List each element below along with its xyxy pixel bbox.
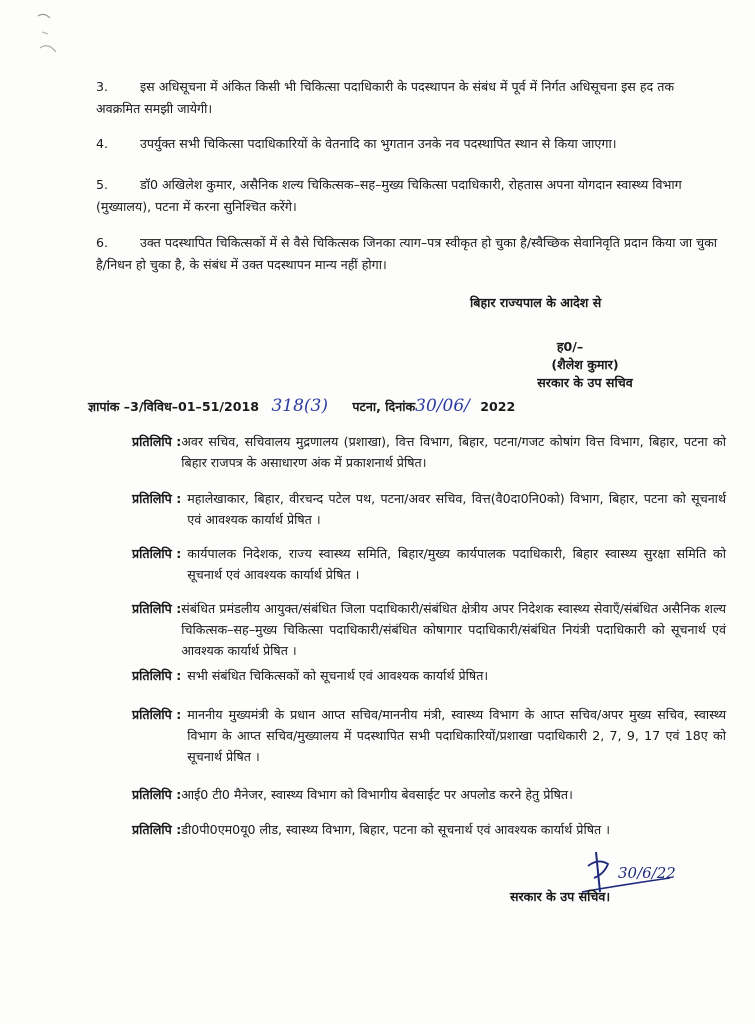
- copy-label: प्रतिलिपि :: [132, 491, 182, 506]
- paragraph-text: इस अधिसूचना में अंकित किसी भी चिकित्सा पदाधिकारी के पदस्थापन के संबंध में पूर्व में निर्गत अधिसूचना इस हद तक अवक्रमित समझी जायेगी।: [96, 79, 675, 116]
- copy-text: अवर सचिव, सचिवालय मुद्रणालय (प्रशाखा), वित्त विभाग, बिहार, पटना/गजट कोषांग वित्त विभाग, बिहार, पटना को बिहार राजपत्र के असाधारण अंक में प्रकाशनार्थ प्रेषित।: [181, 434, 726, 470]
- paragraph-3: [96, 76, 722, 120]
- copy-entry: [132, 704, 726, 767]
- copy-text: आई0 टी0 मैनेजर, स्वास्थ्य विभाग को विभागीय बेवसाईट पर अपलोड करने हेतु प्रेषित।: [181, 787, 573, 802]
- copy-label: प्रतिलिपि :: [132, 668, 182, 683]
- copy-entry: [132, 784, 726, 805]
- copy-text: महालेखाकार, बिहार, वीरचन्द पटेल पथ, पटना/अवर सचिव, वित्त(वै0दा0नि0को) विभाग, बिहार, पटना को सूचनार्थ एवं आवश्यक कार्यार्थ प्रेषित ।: [187, 491, 726, 527]
- handwritten-memo-number: 318(3): [271, 396, 328, 416]
- paragraph-4: [96, 133, 722, 155]
- signatory-name: (शैलेश कुमार): [551, 357, 619, 372]
- paragraph-number: 3.: [96, 79, 109, 94]
- paragraph-number: 5.: [96, 177, 109, 192]
- copy-text: संबंधित प्रमंडलीय आयुक्त/संबंधित जिला पदाधिकारी/संबंधित क्षेत्रीय अपर निदेशक स्वास्थ्य सेवाएँ/संबंधित असैनिक शल्य चिकित्सक–सह–मुख्य चिकित्सा पदाधिकारी/संबंधित कोषागार पदाधिकारी/संबंधित नियंत्री पदाधिकारी को सूचनार्थ एवं आवश्यक कार्यार्थ प्रेषित ।: [181, 601, 726, 658]
- closing-designation: सरकार के उप सचिव।: [510, 889, 611, 904]
- paragraph-text: उपर्युक्त सभी चिकित्सा पदाधिकारियों के वेतनादि का भुगतान उनके नव पदस्थापित स्थान से किया जाएगा।: [140, 136, 617, 151]
- copy-label: प्रतिलिपि :: [132, 546, 182, 561]
- copy-label: प्रतिलिपि :: [132, 434, 182, 449]
- copy-entry: [132, 431, 726, 473]
- copy-entry: [132, 665, 726, 686]
- memo-place: पटना, दिनांक: [352, 399, 416, 414]
- copy-label: प्रतिलिपि :: [132, 787, 182, 802]
- paragraph-text: डॉ0 अखिलेश कुमार, असैनिक शल्य चिकित्सक–सह–मुख्य चिकित्सा पदाधिकारी, रोहतास अपना योगदान स्वास्थ्य विभाग (मुख्यालय), पटना में करना सुनिश्चित करेंगे।: [96, 177, 682, 214]
- memo-year: 2022: [480, 399, 516, 414]
- memo-line: [88, 396, 728, 416]
- copy-text: डी0पी0एम0यू0 लीड, स्वास्थ्य विभाग, बिहार, पटना को सूचनार्थ एवं आवश्यक कार्यार्थ प्रेषित ।: [181, 822, 610, 837]
- handwritten-date: 30/06/: [415, 396, 470, 416]
- paragraph-number: 4.: [96, 136, 109, 151]
- paragraph-number: 6.: [96, 235, 109, 250]
- copy-text: माननीय मुख्यमंत्री के प्रधान आप्त सचिव/माननीय मंत्री, स्वास्थ्य विभाग के आप्त सचिव/अपर मुख्य सचिव, स्वास्थ्य विभाग के आप्त सचिव/मुख्यालय में पदस्थापित सभी पदाधिकारियों/प्रशाखा पदाधिकारी 2, 7, 9, 17 एवं 18ए को सूचनार्थ प्रेषित ।: [187, 707, 726, 764]
- signatory-designation: सरकार के उप सचिव: [537, 375, 633, 390]
- copy-entry: [132, 598, 726, 661]
- copy-label: प्रतिलिपि :: [132, 707, 182, 722]
- order-line: बिहार राज्यपाल के आदेश से: [470, 295, 602, 310]
- copy-label: प्रतिलिपि :: [132, 822, 182, 837]
- signed-mark: ह0/–: [556, 339, 584, 354]
- paragraph-text: उक्त पदस्थापित चिकित्सकों में से वैसे चिकित्सक जिनका त्याग–पत्र स्वीकृत हो चुका है/स्वैच्छिक सेवानिवृति प्रदान किया जा चुका है/निधन हो चुका है, के संबंध में उक्त पदस्थापन मान्य नहीं होगा।: [96, 235, 718, 272]
- corner-scratch-mark: [34, 8, 74, 54]
- copy-text: सभी संबंधित चिकित्सकों को सूचनार्थ एवं आवश्यक कार्यार्थ प्रेषित।: [187, 668, 489, 683]
- copy-entry: [132, 488, 726, 530]
- copy-label: प्रतिलिपि :: [132, 601, 182, 616]
- copy-entry: [132, 543, 726, 585]
- handwritten-closing-date: 30/6/22: [618, 864, 676, 882]
- copy-entry: [132, 819, 726, 840]
- paragraph-5: [96, 174, 722, 218]
- copy-text: कार्यपालक निदेशक, राज्य स्वास्थ्य समिति, बिहार/मुख्य कार्यपालक पदाधिकारी, बिहार स्वास्थ्य सुरक्षा समिति को सूचनार्थ एवं आवश्यक कार्यार्थ प्रेषित ।: [187, 546, 726, 582]
- memo-number: ज्ञापांक –3/विविध–01–51/2018: [88, 399, 260, 414]
- paragraph-6: [96, 232, 722, 276]
